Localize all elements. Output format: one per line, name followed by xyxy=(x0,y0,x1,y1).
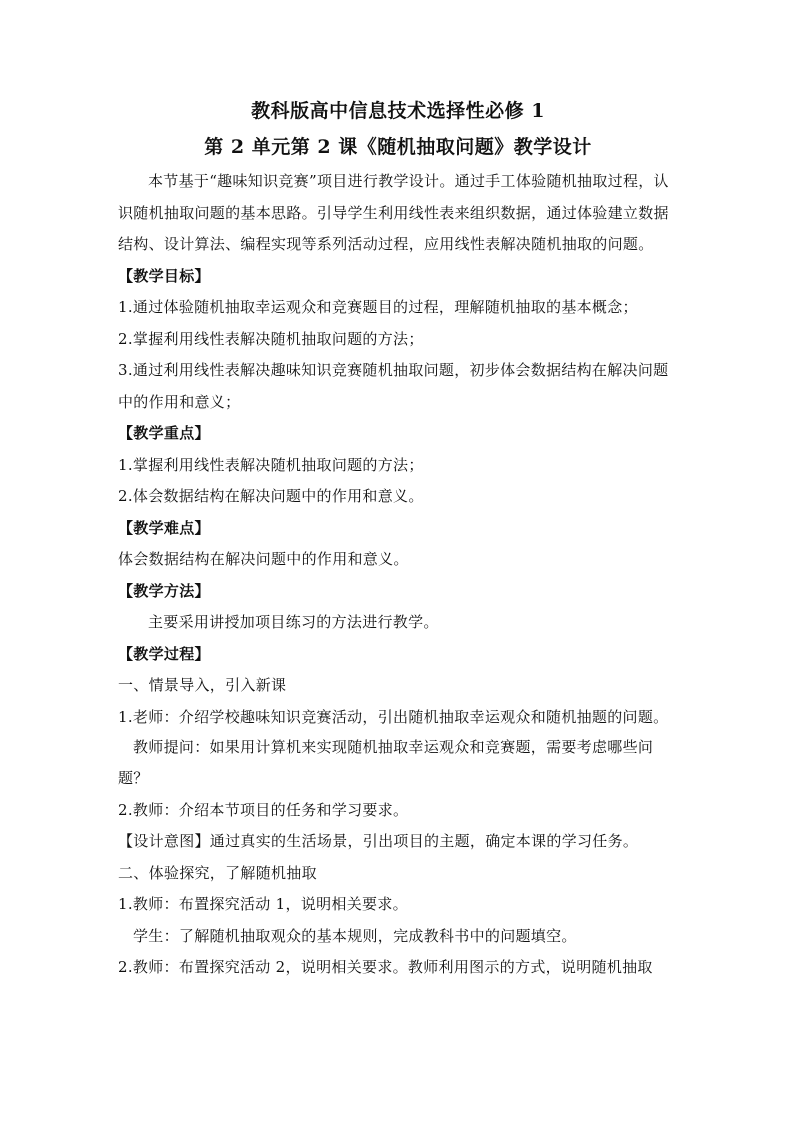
key-point-item-2: 2.体会数据结构在解决问题中的作用和意义。 xyxy=(118,487,424,505)
difficulties-text: 体会数据结构在解决问题中的作用和意义。 xyxy=(118,550,409,568)
key-point-item-1: 1.掌握利用线性表解决随机抽取问题的方法； xyxy=(118,455,424,474)
process-s1-item1-question: 教师提问：如果用计算机来实现随机抽取幸运观众和竞赛题，需要考虑哪些问题？ xyxy=(118,737,654,787)
document-title-line2: 第 2 单元第 2 课《随机抽取问题》教学设计 xyxy=(204,136,592,158)
difficulties-heading: 【教学难点】 xyxy=(118,518,210,537)
process-heading: 【教学过程】 xyxy=(118,644,210,663)
document-content xyxy=(118,96,678,984)
process-section2-title: 二、体验探究，了解随机抽取 xyxy=(118,863,317,882)
process-s1-item1: 1.老师：介绍学校趣味知识竞赛活动，引出随机抽取幸运观众和随机抽题的问题。 xyxy=(118,707,669,726)
intro-paragraph: 本节基于“趣味知识竞赛”项目进行教学设计。通过手工体验随机抽取过程，认识随机抽取问题的基本思路。引导学生利用线性表来组织数据，通过体验建立数据结构、设计算法、编程实现等系列活动过程，应用线性表解决随机抽取的问题。 xyxy=(118,172,669,253)
objective-item-2: 2.掌握利用线性表解决随机抽取问题的方法； xyxy=(118,329,424,348)
key-points-heading: 【教学重点】 xyxy=(118,424,210,442)
process-s1-item2: 2.教师：介绍本节项目的任务和学习要求。 xyxy=(118,800,409,819)
document-title-line1: 教科版高中信息技术选择性必修 1 xyxy=(251,100,545,122)
methods-text: 主要采用讲授加项目练习的方法进行教学。 xyxy=(148,613,439,631)
process-s1-design-intent: 【设计意图】通过真实的生活场景，引出项目的主题，确定本课的学习任务。 xyxy=(118,832,639,850)
objective-item-3: 3.通过利用线性表解决趣味知识竞赛随机抽取问题，初步体会数据结构在解决问题中的作用和意义； xyxy=(118,361,669,411)
process-s2-item2: 2.教师：布置探究活动 2，说明相关要求。教师利用图示的方式，说明随机抽取 xyxy=(118,958,653,976)
process-section1-title: 一、情景导入，引入新课 xyxy=(118,676,287,694)
objective-item-1: 1.通过体验随机抽取幸运观众和竞赛题目的过程，理解随机抽取的基本概念； xyxy=(118,298,638,316)
methods-heading: 【教学方法】 xyxy=(118,581,210,600)
process-s2-item1-student: 学生：了解随机抽取观众的基本规则，完成教科书中的问题填空。 xyxy=(133,926,577,945)
process-s2-item1: 1.教师：布置探究活动 1，说明相关要求。 xyxy=(118,895,408,913)
objectives-heading: 【教学目标】 xyxy=(118,266,210,285)
